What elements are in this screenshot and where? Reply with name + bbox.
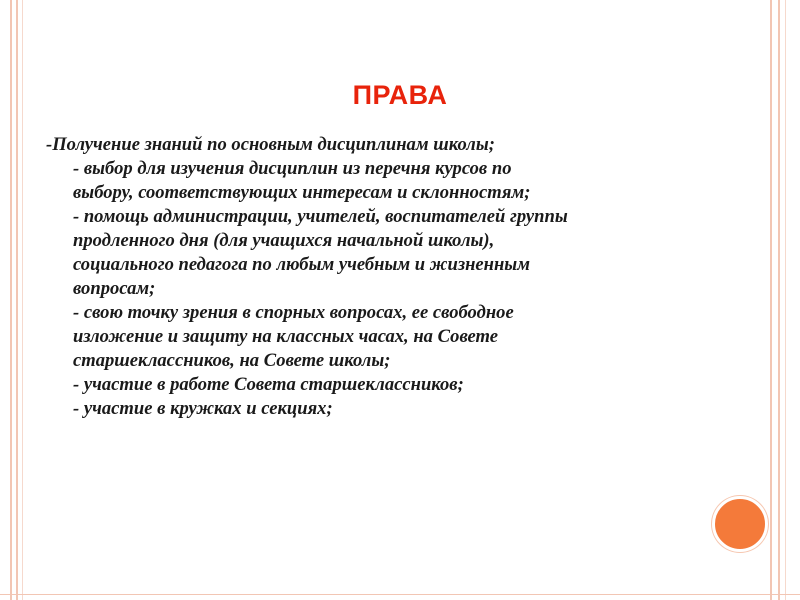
rights-list-line: - участие в кружках и секциях; [73, 398, 333, 419]
rights-list-line: продленного дня (для учащихся начальной школы), [73, 230, 495, 251]
rights-list-line: - помощь администрации, учителей, воспитателей группы [73, 206, 568, 227]
rights-list-line: вопросам; [73, 278, 156, 299]
rights-list-line: - участие в работе Совета старшеклассников; [73, 374, 464, 395]
rights-list-line: социального педагога по любым учебным и жизненным [73, 254, 530, 275]
rights-list-line: старшеклассников, на Совете школы; [73, 350, 391, 371]
orange-circle-decoration [712, 496, 768, 552]
rights-list [46, 133, 706, 421]
rights-list-line: - выбор для изучения дисциплин из перечня курсов по [73, 158, 512, 179]
rights-list-line: -Получение знаний по основным дисциплинам школы; [46, 134, 495, 155]
rights-list-line: - свою точку зрения в спорных вопросах, ее свободное [73, 302, 514, 323]
rights-list-line: изложение и защиту на классных часах, на Совете [73, 326, 499, 347]
slide-title: ПРАВА [352, 80, 448, 110]
bottom-border-line [0, 594, 800, 595]
rights-list-line: выбору, соответствующих интересам и склонностям; [73, 182, 531, 203]
